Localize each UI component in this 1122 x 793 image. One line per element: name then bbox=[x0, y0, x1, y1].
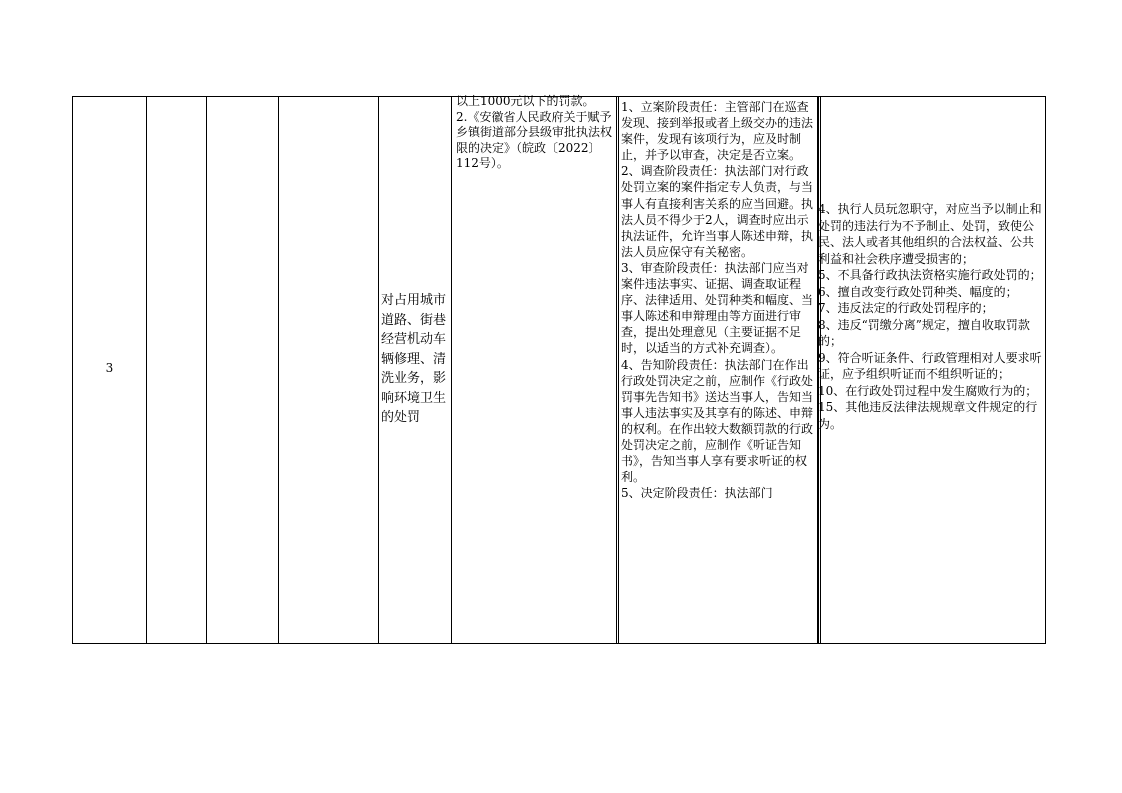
liability-line: 4、执行人员玩忽职守，对应当予以制止和处罚的违法行为不予制止、处罚，致使公民、法人或者其他组织的合法权益、公共利益和社会秩序遭受损害的； bbox=[818, 202, 1042, 266]
duty-line: 3、审查阶段责任：执法部门应当对案件违法事实、证据、调查取证程序、法律适用、处罚种类和幅度、当事人陈述和申辩理由等方面进行审查，提出处理意见（主要证据不足时，以适当的方式补充调查）。 bbox=[621, 260, 814, 356]
duty-line: 1、立案阶段责任：主管部门在巡查发现、接到举报或者上级交办的违法案件，发现有该项行为，应及时制止，并予以审查，决定是否立案。 bbox=[621, 100, 814, 163]
legal-basis bbox=[456, 94, 616, 172]
liability-line: 10、在行政处罚过程中发生腐败行为的； bbox=[818, 383, 1038, 398]
liability-items bbox=[818, 201, 1043, 432]
table-row bbox=[72, 96, 1046, 644]
item-name: 对占用城市道路、街巷经营机动车辆修理、清洗业务，影响环境卫生的处罚 bbox=[381, 293, 447, 425]
column-divider bbox=[451, 97, 452, 643]
liability-line: 7、违反法定的行政处罚程序的； bbox=[818, 301, 994, 315]
liability-line: 15、其他违反法律法规规章文件规定的行为。 bbox=[818, 400, 1038, 431]
duty-line: 4、告知阶段责任：执法部门在作出行政处罚决定之前，应制作《行政处罚事先告知书》送达当事人，告知当事人违法事实及其享有的陈述、申辩的权利。在作出较大数额罚款的行政处罚决定之前，应制作《听证告知书》，告知当事人享有要求听证的权利。 bbox=[621, 357, 814, 485]
liability-line: 8、违反“罚缴分离”规定，擅自收取罚款的； bbox=[818, 317, 1030, 348]
column-divider bbox=[206, 97, 207, 643]
column-divider bbox=[146, 97, 147, 643]
column-divider bbox=[616, 97, 617, 643]
row-number: 3 bbox=[105, 361, 114, 375]
responsibility-steps bbox=[621, 99, 815, 642]
liability-line: 6、擅自改变行政处罚种类、幅度的； bbox=[818, 284, 1018, 299]
column-divider bbox=[378, 97, 379, 643]
basis-line: 2.《安徽省人民政府关于赋予乡镇街道部分县级审批执法权限的决定》（皖政〔2022〕112号）。 bbox=[456, 109, 613, 170]
column-divider bbox=[278, 97, 279, 643]
duty-line: 5、决定阶段责任：执法部门 bbox=[621, 486, 773, 501]
basis-line: 以上1000元以下的罚款。 bbox=[456, 94, 595, 108]
duty-line: 2、调查阶段责任：执法部门对行政处罚立案的案件指定专人负责，与当事人有直接利害关系的应当回避。执法人员不得少于2人，调查时应出示执法证件，允许当事人陈述申辩，执法人员应保守有关秘密。 bbox=[621, 164, 814, 259]
liability-line: 5、不具备行政执法资格实施行政处罚的； bbox=[818, 268, 1042, 282]
liability-line: 9、符合听证条件、行政管理相对人要求听证，应予组织听证而不组织听证的； bbox=[818, 350, 1042, 381]
